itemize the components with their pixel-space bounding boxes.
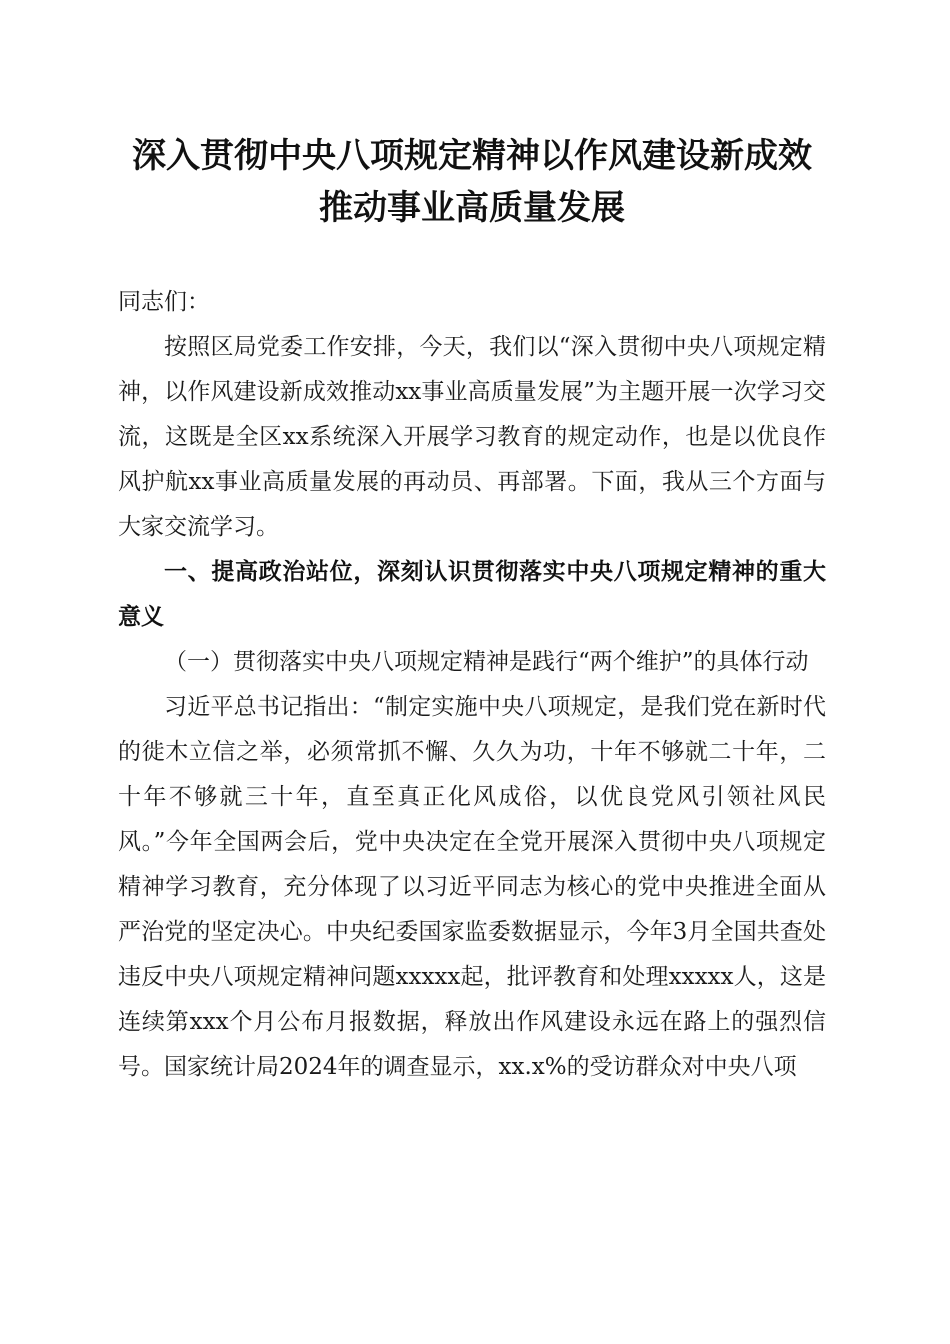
title-line-1: 深入贯彻中央八项规定精神以作风建设新成效 (132, 136, 812, 176)
section-heading-1: 一、提高政治站位，深刻认识贯彻落实中央八项规定精神的重大意义 (118, 559, 826, 630)
document-title (118, 130, 826, 234)
document-body (118, 130, 826, 1090)
title-line-2: 推动事业高质量发展 (319, 188, 625, 228)
intro-paragraph: 按照区局党委工作安排，今天，我们以“深入贯彻中央八项规定精神，以作风建设新成效推动xx事业高质量发展”为主题开展一次学习交流，这既是全区xx系统深入开展学习教育的规定动作，也是以优良作风护航xx事业高质量发展的再动员、再部署。下面，我从三个方面与大家交流学习。 (118, 334, 826, 540)
body-paragraph: 习近平总书记指出：“制定实施中央八项规定，是我们党在新时代的徙木立信之举，必须常抓不懈、久久为功，十年不够就二十年，二十年不够就三十年，直至真正化风成俗，以优良党风引领社风民风。”今年全国两会后，党中央决定在全党开展深入贯彻中央八项规定精神学习教育，充分体现了以习近平同志为核心的党中央推进全面从严治党的坚定决心。中央纪委国家监委数据显示，今年3月全国共查处违反中央八项规定精神问题xxxxx起，批评教育和处理xxxxx人，这是连续第xxx个月公布月报数据，释放出作风建设永远在路上的强烈信号。国家统计局2024年的调查显示，xx.x%的受访群众对中央八项 (118, 694, 826, 1080)
subsection-heading-1: （一）贯彻落实中央八项规定精神是践行“两个维护”的具体行动 (164, 649, 809, 675)
salutation: 同志们： (118, 289, 210, 315)
